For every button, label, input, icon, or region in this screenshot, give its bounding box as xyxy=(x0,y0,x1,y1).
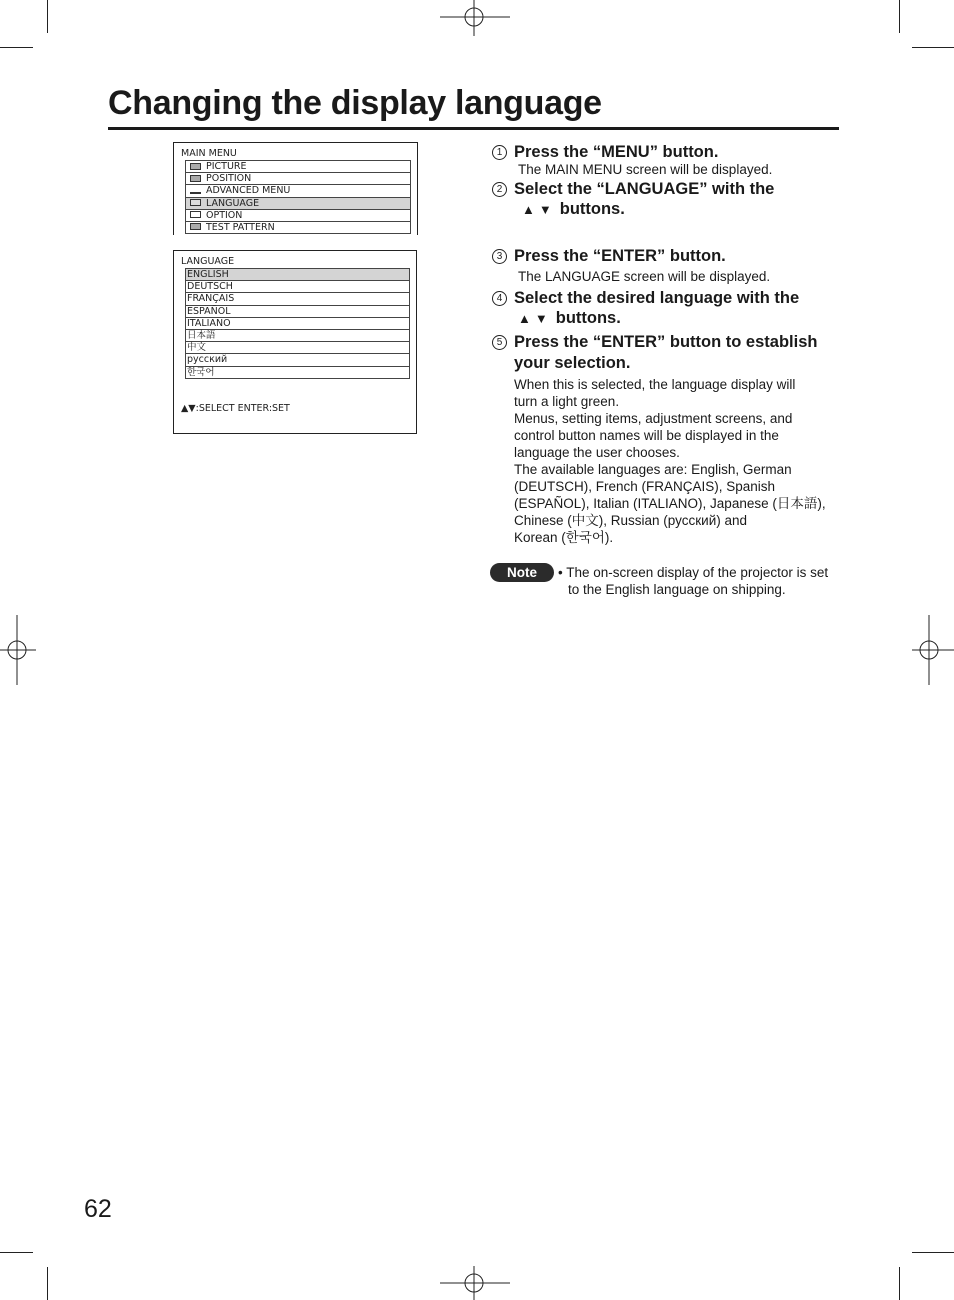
language-item-deutsch: DEUTSCH xyxy=(185,280,410,292)
crop-mark xyxy=(899,1267,900,1300)
step-number: 1 xyxy=(492,145,507,160)
osd-footer: ▲▼:SELECT ENTER:SET xyxy=(181,403,290,414)
up-down-arrows-icon: ▲▼ xyxy=(518,311,552,326)
language-item-japanese: 日本語 xyxy=(185,329,410,341)
picture-icon xyxy=(190,163,201,170)
crop-mark xyxy=(0,47,33,48)
menu-item-advanced-menu: ADVANCED MENU xyxy=(185,184,411,196)
crop-mark xyxy=(0,1252,33,1253)
registration-mark-icon xyxy=(912,615,954,685)
note-text: • The on-screen display of the projector is set to the English language on shipping. xyxy=(558,565,829,597)
step-number: 4 xyxy=(492,291,507,306)
crop-mark xyxy=(912,47,954,48)
step-subtext: The LANGUAGE screen will be displayed. xyxy=(518,269,771,284)
title-rule xyxy=(108,127,839,130)
step-subtext: The MAIN MENU screen will be displayed. xyxy=(518,162,773,177)
body-text: When this is selected, the language display will turn a light green. Menus, setting items, adjustment screens, and control button names will be displayed in the language the user chooses. The available languages are: English, German (DEUTSCH), French (FRANÇAIS), Spanish (ESPAÑOL), Italian (ITALIANO), Japanese (日本語), Chinese (中文), Russian (русский) and Korean (한국어). xyxy=(514,377,826,545)
step-heading: Press the “ENTER” button to establish xyxy=(514,333,818,351)
menu-item-position: POSITION xyxy=(185,172,411,184)
position-icon xyxy=(190,175,201,182)
step-number: 5 xyxy=(492,335,507,350)
advanced-menu-icon xyxy=(190,187,201,194)
step-heading-cont: ▲▼ buttons. xyxy=(518,309,621,327)
language-screen xyxy=(173,250,417,434)
crop-mark xyxy=(47,0,48,33)
language-item-chinese: 中文 xyxy=(185,341,410,353)
osd-title: MAIN MENU xyxy=(181,148,237,159)
language-item-korean: 한국어 xyxy=(185,366,410,379)
page-number: 62 xyxy=(84,1195,112,1223)
step-number: 2 xyxy=(492,182,507,197)
step-heading-cont: your selection. xyxy=(514,354,631,372)
step-heading: Press the “MENU” button. xyxy=(514,143,719,161)
step-heading: Select the desired language with the xyxy=(514,289,800,307)
test-pattern-icon xyxy=(190,223,201,230)
language-item-italiano: ITALIANO xyxy=(185,317,410,329)
registration-mark-icon xyxy=(440,1266,510,1300)
crop-mark xyxy=(47,1267,48,1300)
language-item-english: ENGLISH xyxy=(185,268,410,280)
option-icon xyxy=(190,211,201,218)
menu-item-test-pattern: TEST PATTERN xyxy=(185,221,411,234)
registration-mark-icon xyxy=(440,0,510,36)
menu-item-option: OPTION xyxy=(185,209,411,221)
menu-item-language: LANGUAGE xyxy=(185,197,411,209)
up-down-arrows-icon: ▲▼ xyxy=(522,202,556,217)
language-item-francais: FRANÇAIS xyxy=(185,292,410,304)
note-badge: Note xyxy=(490,563,554,582)
step-heading: Press the “ENTER” button. xyxy=(514,247,726,265)
step-heading-cont: ▲▼ buttons. xyxy=(522,200,625,218)
language-item-russian: русский xyxy=(185,353,410,365)
language-item-espanol: ESPAÑOL xyxy=(185,305,410,317)
page-title: Changing the display language xyxy=(108,84,602,122)
registration-mark-icon xyxy=(0,615,36,685)
main-menu-screen xyxy=(173,142,418,235)
step-number: 3 xyxy=(492,249,507,264)
crop-mark xyxy=(899,0,900,33)
menu-item-picture: PICTURE xyxy=(185,160,411,172)
language-icon xyxy=(190,199,201,206)
step-heading: Select the “LANGUAGE” with the xyxy=(514,180,775,198)
osd-title: LANGUAGE xyxy=(181,256,235,267)
crop-mark xyxy=(912,1252,954,1253)
